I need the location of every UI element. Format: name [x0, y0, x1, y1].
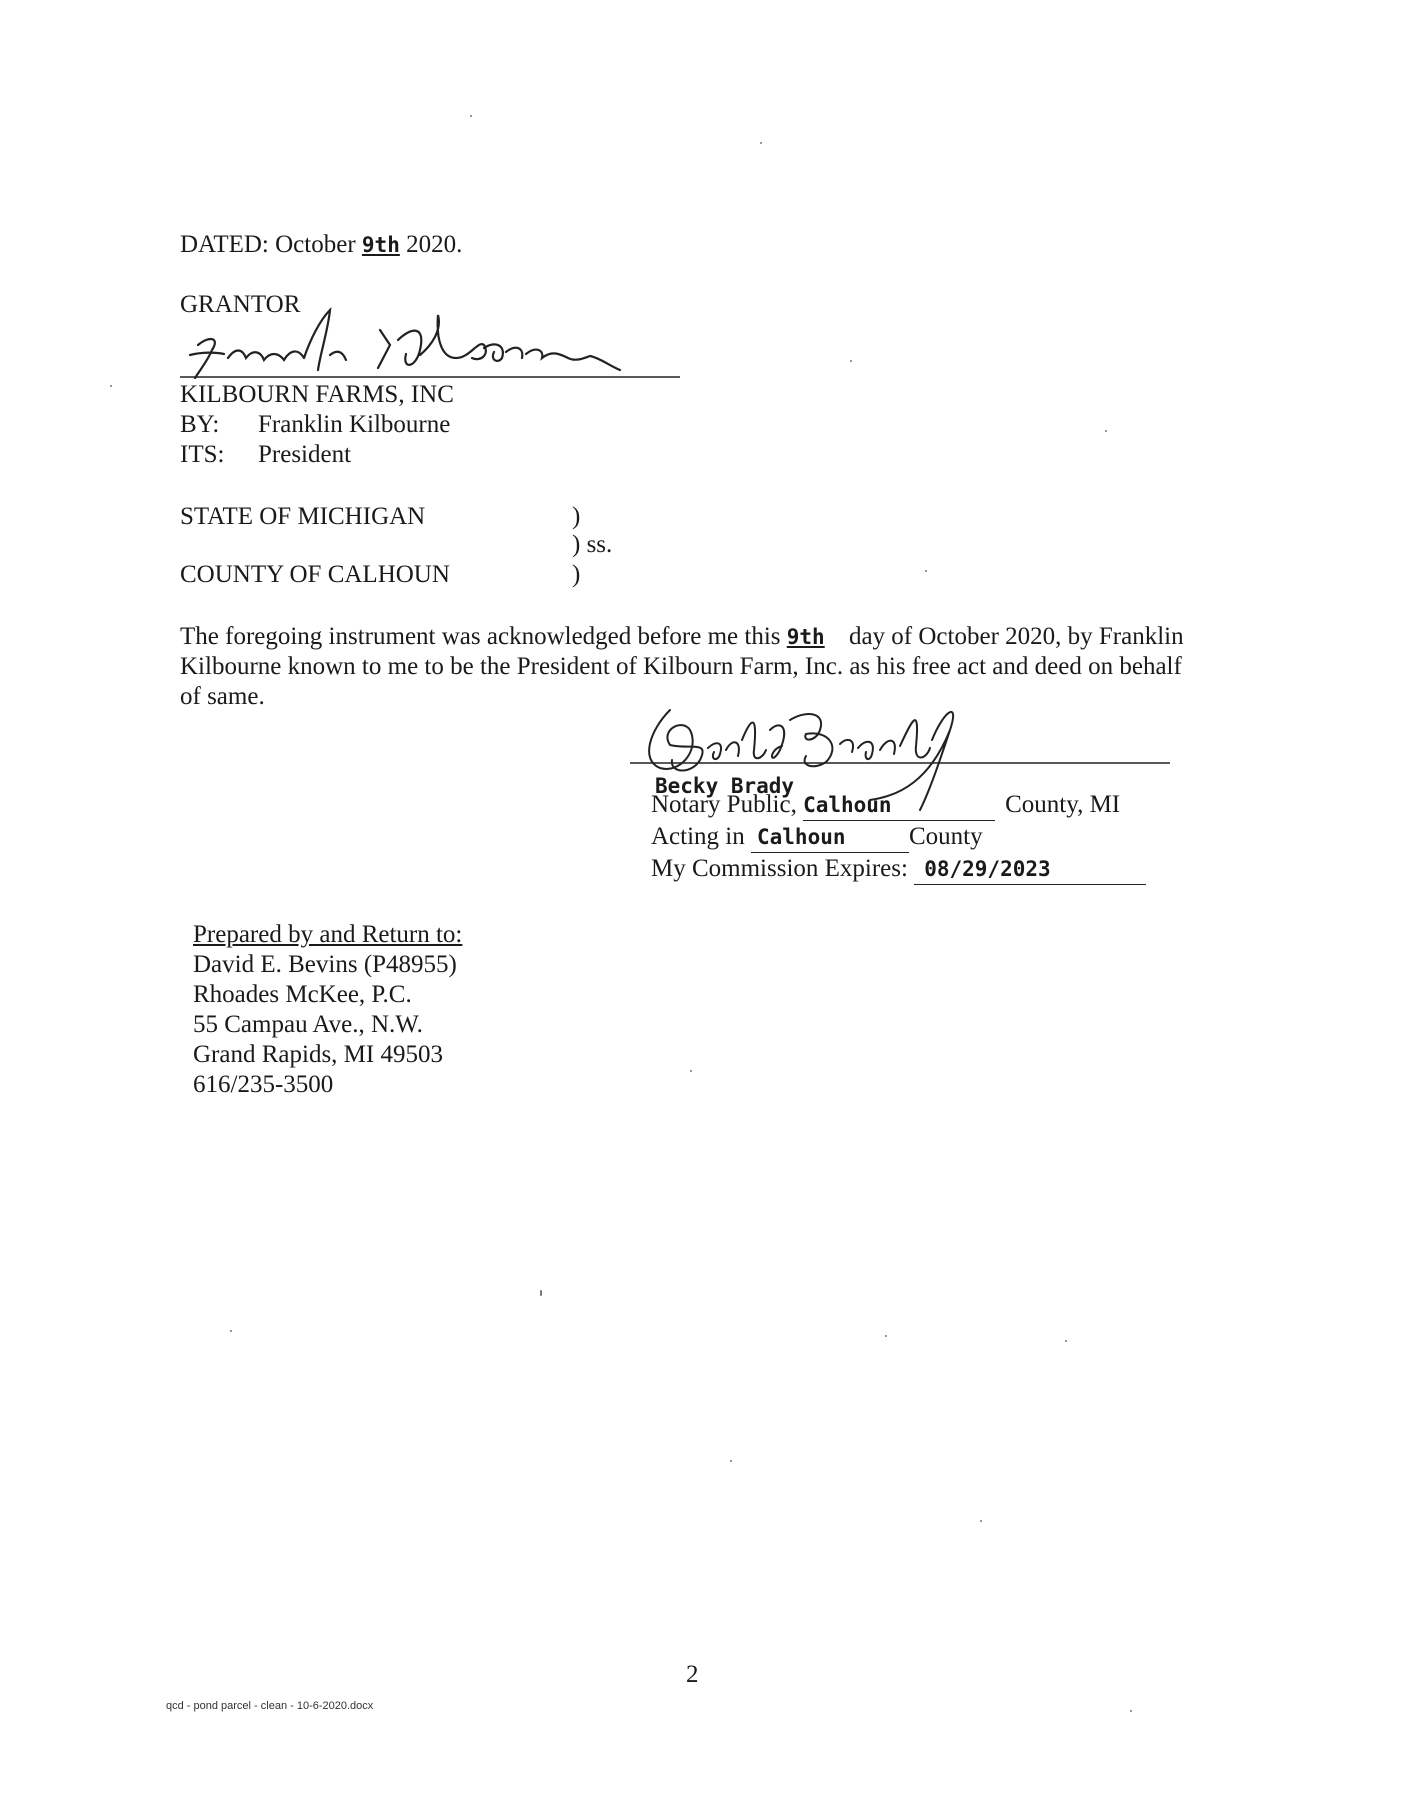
dated-suffix: 2020.	[399, 231, 463, 258]
footer-filename: qcd - pond parcel - clean - 10-6-2020.docx	[166, 1700, 374, 1712]
notary-expires-blank	[914, 854, 1146, 885]
notary-acting-county-blank	[751, 822, 909, 853]
venue-ss: ) ss.	[572, 531, 613, 558]
ack-day: 9th	[786, 625, 825, 649]
ack-line-2: Kilbourne known to me to be the President of Kilbourn Farm, Inc. as his free act and deed on behalf	[180, 653, 1182, 680]
notary-expires-line	[651, 854, 1146, 885]
scan-speck	[230, 1330, 232, 1332]
prepared-line-3: 55 Campau Ave., N.W.	[193, 1011, 423, 1038]
venue-paren-top: )	[572, 503, 581, 530]
prepared-line-1: David E. Bevins (P48955)	[193, 951, 457, 978]
notary-public-county: Calhoun	[803, 793, 892, 817]
ack-line1-b: day of October 2020, by Franklin	[842, 623, 1184, 650]
prepared-line-5: 616/235-3500	[193, 1071, 334, 1098]
notary-public-county-blank	[803, 790, 995, 821]
grantor-its-label: ITS:	[180, 441, 225, 468]
prepared-line-4: Grand Rapids, MI 49503	[193, 1041, 443, 1068]
venue-state: STATE OF MICHIGAN	[180, 503, 426, 530]
notary-acting-label: Acting in	[651, 823, 751, 850]
prepared-heading: Prepared by and Return to:	[193, 921, 463, 948]
notary-county-suffix: County, MI	[1005, 791, 1121, 818]
venue-county: COUNTY OF CALHOUN	[180, 561, 450, 588]
ack-line1-a: The foregoing instrument was acknowledged before me this	[180, 623, 787, 650]
notary-expires-value: 08/29/2023	[924, 857, 1051, 881]
notary-name: Becky Brady	[655, 774, 795, 798]
dated-prefix: DATED: October	[180, 231, 362, 258]
venue-paren-bottom: )	[572, 561, 581, 588]
grantor-signature	[180, 300, 680, 390]
scan-speck	[690, 1070, 692, 1072]
ack-line-1	[180, 622, 1184, 652]
notary-acting-line	[651, 822, 983, 853]
scan-speck	[540, 1290, 542, 1296]
grantor-its-value: President	[258, 441, 352, 468]
scan-speck	[470, 115, 472, 117]
dated-line	[180, 230, 462, 260]
notary-acting-suffix: County	[909, 823, 983, 850]
scan-speck	[1130, 1710, 1132, 1712]
notary-acting-county: Calhoun	[757, 825, 846, 849]
grantor-heading: GRANTOR	[180, 291, 301, 318]
notary-expires-label: My Commission Expires:	[651, 855, 915, 882]
scan-speck	[110, 385, 112, 387]
dated-day: 9th	[361, 233, 400, 257]
scan-speck	[925, 570, 927, 572]
scan-speck	[730, 1460, 732, 1462]
scan-speck	[885, 1335, 887, 1337]
scan-speck	[1065, 1340, 1067, 1342]
notary-public-line	[651, 790, 1120, 821]
scan-speck	[760, 142, 762, 144]
scan-speck	[850, 360, 852, 362]
page-number: 2	[686, 1661, 699, 1688]
scan-speck	[1105, 430, 1107, 432]
grantor-company: KILBOURN FARMS, INC	[180, 381, 454, 408]
ack-line-3: of same.	[180, 683, 265, 710]
notary-public-label: Notary Public,	[651, 791, 804, 818]
grantor-by-label: BY:	[180, 411, 220, 438]
grantor-by-value: Franklin Kilbourne	[258, 411, 451, 438]
prepared-line-2: Rhoades McKee, P.C.	[193, 981, 412, 1008]
scan-speck	[980, 1520, 982, 1522]
